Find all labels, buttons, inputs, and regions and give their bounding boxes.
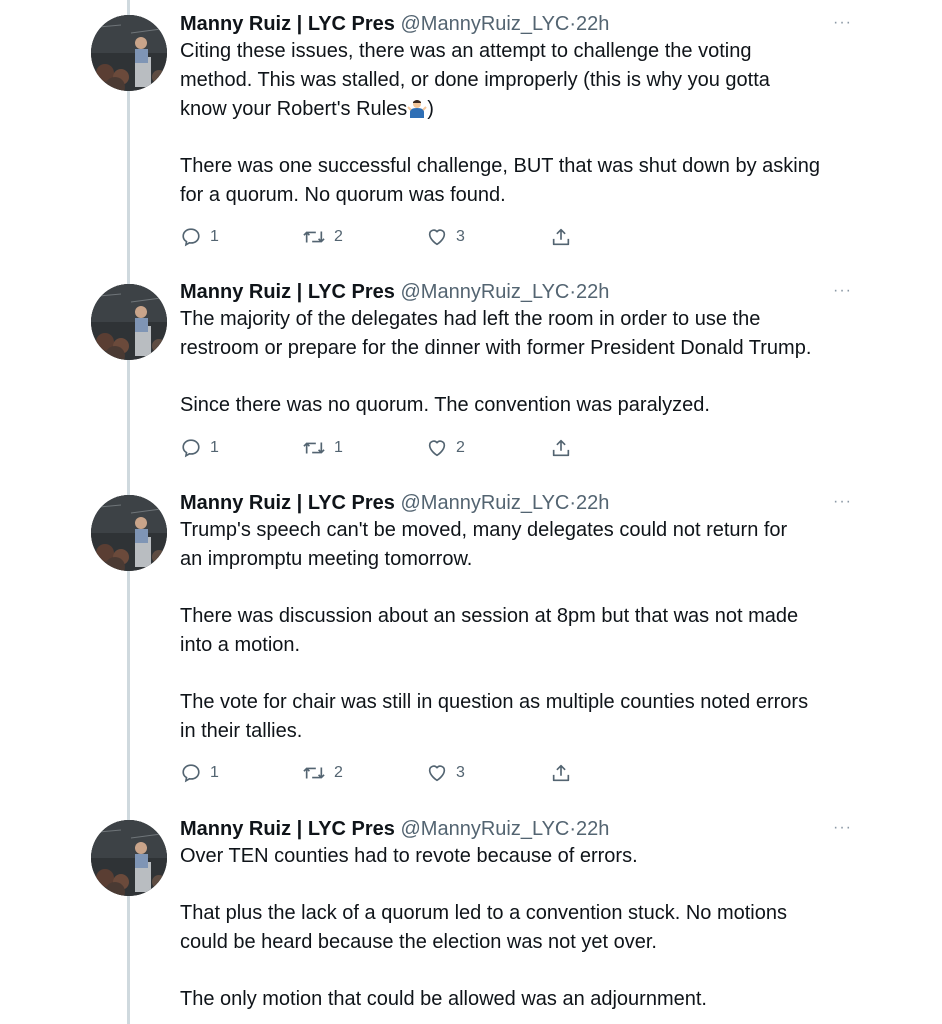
tweet-line: Trump's speech can't be moved, many delegates could not return for — [180, 519, 788, 541]
tweet-line: method. This was stalled, or done improperly (this is why you gotta — [180, 69, 770, 91]
tweet-line: an impromptu meeting tomorrow. — [180, 548, 473, 570]
tweet-text — [180, 842, 870, 1014]
reply-button[interactable] — [180, 436, 219, 460]
man-shrugging-emoji — [407, 98, 427, 118]
reply-icon — [180, 226, 202, 248]
heart-icon — [426, 437, 448, 459]
like-count: 2 — [456, 439, 465, 456]
heart-icon — [426, 762, 448, 784]
retweet-button[interactable] — [302, 225, 343, 249]
reply-count: 1 — [210, 439, 219, 456]
like-count: 3 — [456, 228, 465, 245]
tweet-line: That plus the lack of a quorum led to a convention stuck. No motions — [180, 902, 787, 924]
like-button[interactable] — [426, 761, 465, 785]
tweet-line: Citing these issues, there was an attempt to challenge the voting — [180, 40, 752, 62]
tweet-line: There was discussion about an session at 8pm but that was not made — [180, 605, 799, 627]
tweet-line: There was one successful challenge, BUT that was shut down by asking — [180, 155, 820, 177]
separator-dot: · — [569, 818, 577, 840]
tweet-actions — [180, 436, 580, 460]
separator-dot: · — [569, 281, 577, 303]
share-button[interactable] — [550, 761, 572, 785]
avatar-photo — [91, 820, 167, 896]
tweet-3[interactable] — [0, 483, 942, 808]
like-button[interactable] — [426, 436, 465, 460]
timestamp[interactable]: 22h — [576, 13, 610, 35]
share-button[interactable] — [550, 225, 572, 249]
user-handle[interactable]: @MannyRuiz_LYC — [400, 13, 570, 35]
user-handle[interactable]: @MannyRuiz_LYC — [400, 492, 570, 514]
tweet-line-text: know your Robert's Rules — [180, 98, 408, 120]
avatar-photo — [91, 495, 167, 571]
retweet-icon — [302, 762, 326, 784]
reply-icon — [180, 762, 202, 784]
timestamp[interactable]: 22h — [576, 492, 610, 514]
share-icon — [550, 762, 572, 784]
tweet-2[interactable] — [0, 270, 942, 483]
reply-icon — [180, 437, 202, 459]
retweet-icon — [302, 226, 326, 248]
tweet-line: The vote for chair was still in question as multiple counties noted errors — [180, 691, 809, 713]
heart-icon — [426, 226, 448, 248]
reply-button[interactable] — [180, 761, 219, 785]
retweet-count: 2 — [334, 228, 343, 245]
retweet-icon — [302, 437, 326, 459]
avatar[interactable] — [91, 820, 167, 896]
tweet-4[interactable] — [0, 808, 942, 1024]
retweet-count: 2 — [334, 764, 343, 781]
separator-dot: · — [569, 492, 577, 514]
reply-count: 1 — [210, 228, 219, 245]
tweet-line: Over TEN counties had to revote because of errors. — [180, 845, 638, 867]
tweet-line: could be heard because the election was not yet over. — [180, 931, 657, 953]
avatar[interactable] — [91, 284, 167, 360]
retweet-button[interactable] — [302, 761, 343, 785]
display-name[interactable]: Manny Ruiz | LYC Pres — [180, 492, 395, 514]
tweet-line: into a motion. — [180, 634, 301, 656]
share-button[interactable] — [550, 436, 572, 460]
separator-dot: · — [569, 13, 577, 35]
tweet-header — [180, 490, 870, 516]
more-options-button[interactable]: ··· — [833, 493, 852, 510]
tweet-line: in their tallies. — [180, 720, 303, 742]
reply-count: 1 — [210, 764, 219, 781]
tweet-actions — [180, 225, 580, 249]
avatar[interactable] — [91, 495, 167, 571]
retweet-button[interactable] — [302, 436, 343, 460]
tweet-header — [180, 11, 870, 37]
user-handle[interactable]: @MannyRuiz_LYC — [400, 818, 570, 840]
tweet-line-text: ) — [427, 98, 434, 120]
display-name[interactable]: Manny Ruiz | LYC Pres — [180, 13, 395, 35]
avatar-photo — [91, 284, 167, 360]
tweet-line: for a quorum. No quorum was found. — [180, 184, 506, 206]
tweet-header — [180, 816, 870, 842]
user-handle[interactable]: @MannyRuiz_LYC — [400, 281, 570, 303]
timestamp[interactable]: 22h — [576, 818, 610, 840]
more-options-button[interactable]: ··· — [833, 14, 852, 31]
tweet-actions — [180, 761, 580, 785]
reply-button[interactable] — [180, 225, 219, 249]
tweet-text — [180, 305, 870, 420]
display-name[interactable]: Manny Ruiz | LYC Pres — [180, 281, 395, 303]
more-options-button[interactable]: ··· — [833, 282, 852, 299]
share-icon — [550, 226, 572, 248]
tweet-line: Since there was no quorum. The convention was paralyzed. — [180, 394, 710, 416]
display-name[interactable]: Manny Ruiz | LYC Pres — [180, 818, 395, 840]
more-options-button[interactable]: ··· — [833, 819, 852, 836]
tweet-text — [180, 516, 870, 746]
tweet-text — [180, 37, 870, 210]
tweet-line: The majority of the delegates had left the room in order to use the — [180, 308, 761, 330]
timestamp[interactable]: 22h — [576, 281, 610, 303]
tweet-line: restroom or prepare for the dinner with former President Donald Trump. — [180, 337, 812, 359]
tweet-line — [180, 95, 870, 124]
like-button[interactable] — [426, 225, 465, 249]
avatar-photo — [91, 15, 167, 91]
tweet-header — [180, 279, 870, 305]
like-count: 3 — [456, 764, 465, 781]
avatar[interactable] — [91, 15, 167, 91]
share-icon — [550, 437, 572, 459]
tweet-line: The only motion that could be allowed was an adjournment. — [180, 988, 707, 1010]
retweet-count: 1 — [334, 439, 343, 456]
tweet-1[interactable] — [0, 0, 942, 270]
